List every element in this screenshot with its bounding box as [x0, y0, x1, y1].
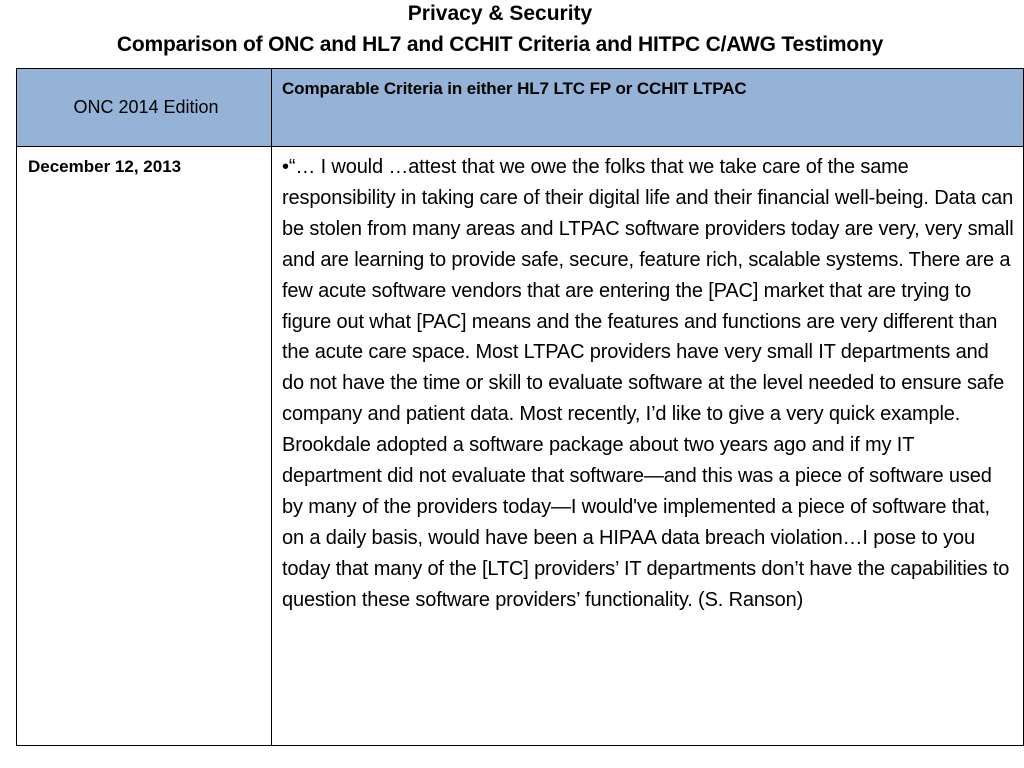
table-header-row	[17, 69, 1024, 147]
testimony-text: •“… I would …attest that we owe the folks that we take care of the same responsibility in taking care of their digital life and their financial well-being. Data can be stolen from many areas and LTPAC software providers today are very, very small and are learning to provide safe, secure, feature rich, scalable systems. There are a few acute software vendors that are entering the [PAC] market that are trying to figure out what [PAC] means and the features and functions are very different than the acute care space. Most LTPAC providers have very small IT departments and do not have the time or skill to evaluate software at the level needed to ensure safe company and patient data. Most recently, I’d like to give a very quick example. Brookdale adopted a software package about two years ago and if my IT department did not evaluate that software—and this was a piece of software used by many of the providers today—I would've implemented a piece of software that, on a daily basis, would have been a HIPAA data breach violation…I pose to you today that many of the [LTC] providers’ IT departments don’t have the capabilities to question these software providers’ functionality. (S. Ranson)	[272, 147, 1024, 746]
header-onc-2014-edition	[17, 69, 272, 147]
header-comparable-criteria: Comparable Criteria in either HL7 LTC FP or CCHIT LTPAC	[272, 69, 1024, 147]
slide-subtitle: Comparison of ONC and HL7 and CCHIT Criteria and HITPC C/AWG Testimony	[116, 33, 884, 56]
testimony-date: December 12, 2013	[17, 147, 272, 746]
slide-title-block	[0, 0, 1000, 59]
header-onc-label: ONC 2014 Edition	[73, 97, 219, 117]
criteria-table	[16, 68, 1024, 746]
slide-title: Privacy & Security	[407, 2, 593, 25]
table-row	[17, 147, 1024, 746]
